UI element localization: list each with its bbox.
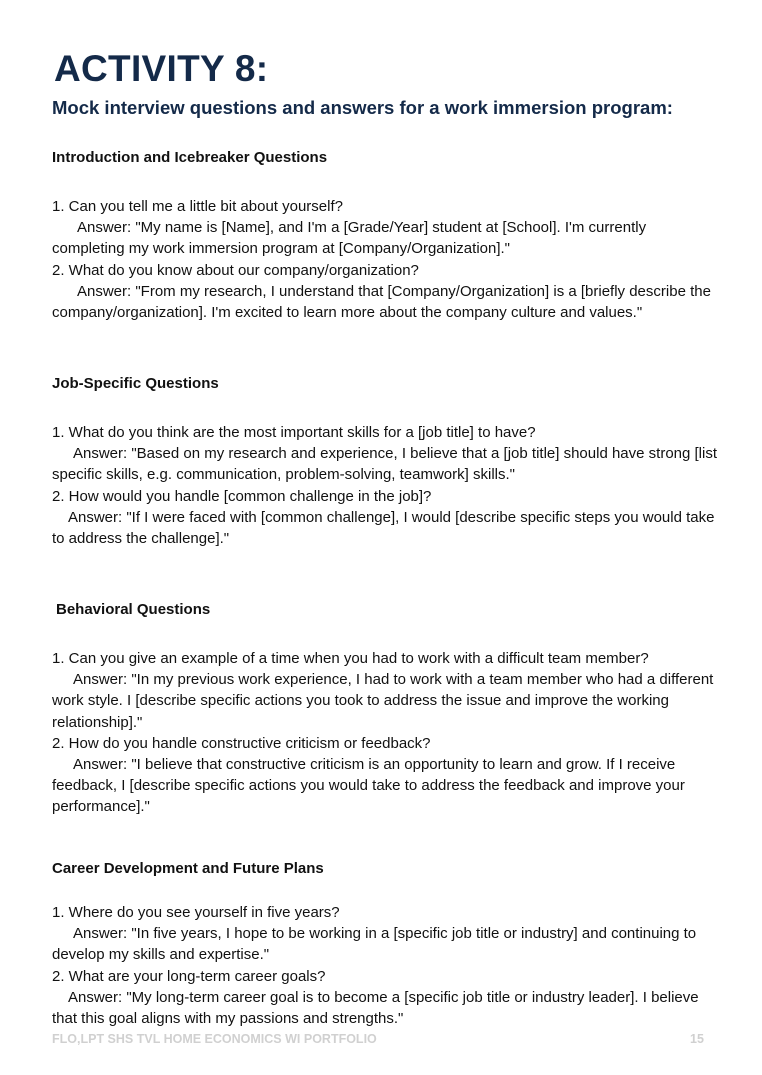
question: 1. Can you tell me a little bit about yourself? [52, 198, 343, 215]
question: 2. How would you handle [common challenge in the job]? [52, 487, 432, 505]
answer: Answer: "Based on my research and experience, I believe that a [job title] should have strong [list specific skills, e.g. communication, problem-solving, teamwork] skills." [52, 445, 718, 484]
section-heading: Job-Specific Questions [52, 375, 219, 392]
answer: Answer: "In five years, I hope to be working in a [specific job title or industry] and continuing to develop my skills and expertise." [52, 925, 697, 964]
question: 2. What are your long-term career goals? [52, 967, 326, 985]
section-introduction [52, 149, 717, 323]
section-behavioral [52, 601, 717, 818]
answer: Answer: "I believe that constructive criticism is an opportunity to learn and grow. If I receive feedback, I [describe specific actions you would take to address the feedback and improve your performance]." [52, 756, 685, 816]
answer: Answer: "From my research, I understand that [Company/Organization] is a [briefly describe the company/organization]. I'm excited to learn more about the company culture and values." [52, 282, 711, 322]
page-subtitle: Mock interview questions and answers for a work immersion program: [52, 97, 673, 118]
question: 1. Where do you see yourself in five years? [52, 904, 340, 921]
section-heading: Behavioral Questions [56, 601, 211, 618]
answer: Answer: "In my previous work experience, I had to work with a team member who had a different work style. I [describe specific actions you took to address the issue and improve the working relationship]." [52, 671, 714, 731]
footer-text: FLO,LPT SHS TVL HOME ECONOMICS WI PORTFOLIO [52, 1032, 377, 1046]
qa-list [52, 196, 717, 323]
qa-list [52, 422, 717, 549]
question: 1. What do you think are the most important skills for a [job title] to have? [52, 424, 536, 441]
section-job-specific [52, 375, 717, 549]
qa-list [52, 648, 717, 818]
section-heading: Introduction and Icebreaker Questions [52, 149, 328, 166]
section-heading: Career Development and Future Plans [52, 860, 324, 877]
qa-list [52, 902, 717, 1029]
question: 2. How do you handle constructive criticism or feedback? [52, 734, 431, 752]
section-career-development [52, 860, 717, 1029]
answer: Answer: "My name is [Name], and I'm a [Grade/Year] student at [School]. I'm currently completing my work immersion program at [Company/Organization]." [52, 219, 647, 258]
question: 2. What do you know about our company/organization? [52, 261, 419, 279]
answer: Answer: "If I were faced with [common challenge], I would [describe specific steps you would take to address the challenge]." [52, 508, 715, 548]
page-number: 15 [690, 1032, 704, 1046]
answer: Answer: "My long-term career goal is to become a [specific job title or industry leader]. I believe that this goal aligns with my passions and strengths." [52, 988, 699, 1028]
question: 1. Can you give an example of a time when you had to work with a difficult team member? [52, 650, 649, 667]
page-title: ACTIVITY 8: [54, 48, 269, 89]
